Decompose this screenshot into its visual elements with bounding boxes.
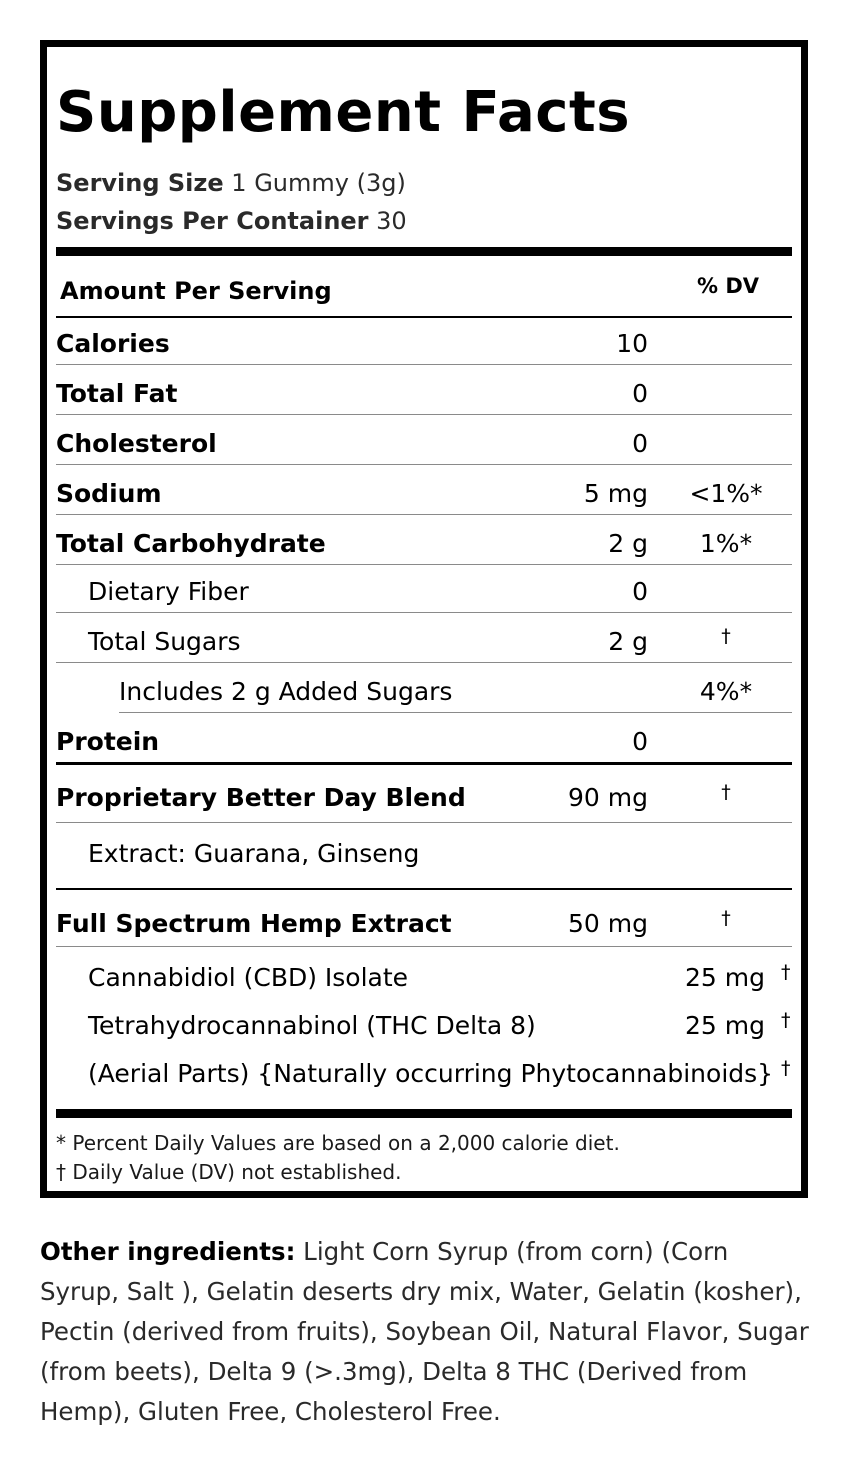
blend-dv: † (721, 781, 731, 803)
other-ingredients (40, 1232, 810, 1432)
divider-medium (56, 762, 792, 765)
servings-per-container (56, 207, 407, 235)
hemp-item-row (56, 953, 792, 1001)
servings-per-container-label: Servings Per Container (56, 207, 369, 235)
nutrient-row-protein (56, 717, 792, 765)
supplement-facts-panel (40, 40, 808, 1198)
nutrient-amount: 0 (632, 577, 648, 606)
nutrient-row-added-sugars (56, 667, 792, 715)
divider-thick (56, 247, 792, 256)
nutrient-dv: † (721, 625, 731, 647)
nutrient-amount: 0 (632, 429, 648, 458)
dv-header-label: % DV (697, 274, 760, 298)
row-divider (56, 364, 792, 365)
nutrient-amount: 0 (632, 727, 648, 756)
nutrient-name: Sodium (56, 479, 162, 508)
nutrient-row-cholesterol (56, 419, 792, 467)
hemp-item-amount: 25 mg (685, 1011, 765, 1040)
footnote-percent-dv: * Percent Daily Values are based on a 2,000 calorie diet. (56, 1131, 620, 1155)
nutrient-name: Total Carbohydrate (56, 529, 326, 558)
hemp-item-row (56, 1001, 792, 1049)
divider-medium (56, 888, 792, 890)
nutrient-name: Dietary Fiber (88, 577, 249, 606)
hemp-item-name: Tetrahydrocannabinol (THC Delta 8) (88, 1011, 536, 1040)
amount-header-row (56, 257, 792, 317)
nutrient-amount: 0 (632, 379, 648, 408)
nutrient-dv: 4%* (699, 677, 753, 706)
nutrient-row-sodium (56, 469, 792, 517)
serving-size-label: Serving Size (56, 169, 224, 197)
blend-name: Proprietary Better Day Blend (56, 783, 466, 812)
nutrient-name: Total Fat (56, 379, 178, 408)
hemp-item-name: (Aerial Parts) {Naturally occurring Phytocannabinoids} (88, 1059, 774, 1088)
row-divider (56, 564, 792, 565)
serving-size-value: 1 Gummy (3g) (231, 169, 406, 197)
nutrient-dv: <1%* (689, 479, 763, 508)
hemp-item-name: Cannabidiol (CBD) Isolate (88, 963, 409, 992)
nutrient-row-dietary-fiber (56, 567, 792, 615)
nutrient-row-total-carbohydrate (56, 519, 792, 567)
footnote-dv-not-established: † Daily Value (DV) not established. (56, 1160, 402, 1184)
nutrient-row-calories (56, 319, 792, 367)
hemp-item-dv: † (781, 961, 791, 983)
blend-amount: 90 mg (568, 783, 648, 812)
divider-medium (56, 316, 792, 318)
nutrient-dv: 1%* (699, 529, 753, 558)
servings-per-container-value: 30 (376, 207, 407, 235)
hemp-item-dv: † (781, 1009, 791, 1031)
hemp-name: Full Spectrum Hemp Extract (56, 909, 452, 938)
row-divider (119, 712, 792, 713)
amount-per-serving-label: Amount Per Serving (60, 277, 332, 305)
nutrient-name: Cholesterol (56, 429, 217, 458)
hemp-item-row (56, 1049, 792, 1097)
nutrient-amount: 2 g (608, 627, 648, 656)
nutrient-name: Calories (56, 329, 170, 358)
serving-size (56, 169, 406, 197)
row-divider (56, 612, 792, 613)
row-divider (56, 662, 792, 663)
row-divider (56, 946, 792, 947)
blend-row (56, 773, 792, 821)
nutrient-name: Protein (56, 727, 160, 756)
divider-thick (56, 1109, 792, 1118)
other-ingredients-label: Other ingredients: (40, 1237, 296, 1266)
row-divider (56, 822, 792, 823)
panel-title: Supplement Facts (56, 80, 631, 145)
nutrient-amount: 5 mg (583, 479, 648, 508)
nutrient-amount: 10 (616, 329, 648, 358)
hemp-item-dv: † (781, 1057, 791, 1079)
hemp-item-amount: 25 mg (685, 963, 765, 992)
other-ingredients-text: Light Corn Syrup (from corn) (Corn Syrup, Salt ), Gelatin deserts dry mix, Water, Gelatin (kosher), Pectin (derived from fruits), Soybean Oil, Natural Flavor, Sugar (from beets), Delta 9 (>.3mg), Delta 8 THC (Derived from Hemp), Gluten Free, Cholesterol Free. (40, 1237, 809, 1426)
hemp-row (56, 899, 792, 947)
row-divider (56, 414, 792, 415)
blend-extract-row (56, 829, 792, 877)
nutrient-amount: 2 g (608, 529, 648, 558)
row-divider (56, 464, 792, 465)
nutrient-name: Includes 2 g Added Sugars (119, 677, 453, 706)
nutrient-row-total-fat (56, 369, 792, 417)
hemp-amount: 50 mg (568, 909, 648, 938)
blend-extract: Extract: Guarana, Ginseng (88, 839, 420, 868)
nutrient-name: Total Sugars (88, 627, 241, 656)
row-divider (56, 514, 792, 515)
nutrient-row-total-sugars (56, 617, 792, 665)
hemp-dv: † (721, 907, 731, 929)
